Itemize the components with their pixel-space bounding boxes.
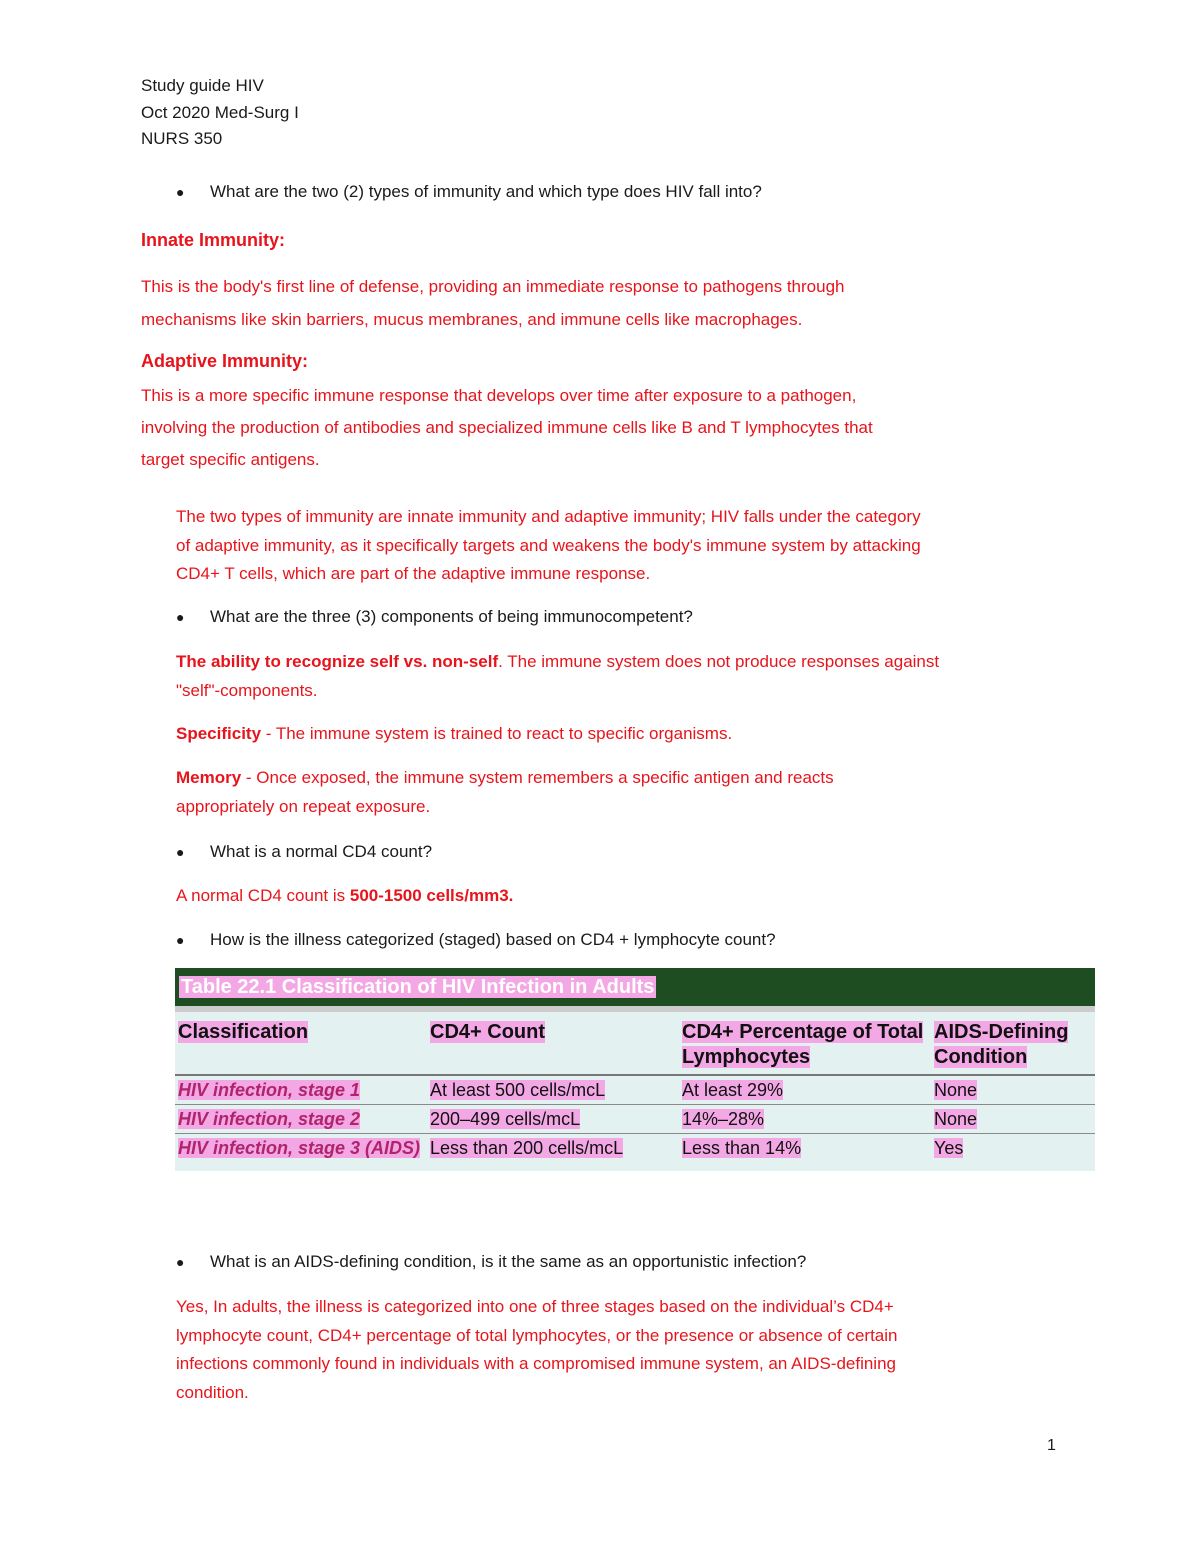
question-4 [176, 929, 776, 951]
answer-line: of adaptive immunity, as it specifically targets and weakens the body's immune system by attacking [176, 535, 921, 555]
table-cell [427, 1105, 679, 1134]
question-3-text: What is a normal CD4 count? [210, 842, 433, 861]
doc-course-code: NURS 350 [141, 129, 223, 148]
table-cell [175, 1105, 427, 1134]
answer-line: Yes, In adults, the illness is categorized into one of three stages based on the individual’s CD4+ [176, 1297, 894, 1316]
question-3 [176, 841, 432, 863]
column-header: Classification [178, 1021, 309, 1043]
column-header: AIDS-Defining Condition [934, 1021, 1069, 1068]
stage-label: HIV infection, stage 3 (AIDS) [178, 1138, 421, 1158]
table-cell [931, 1075, 1095, 1105]
bullet-icon: ● [176, 609, 185, 625]
adaptive-line: target specific antigens. [141, 450, 320, 469]
table-cell [175, 1134, 427, 1172]
adaptive-immunity-text [141, 380, 873, 476]
stage-label: HIV infection, stage 2 [178, 1109, 361, 1129]
cell-value: 14%–28% [682, 1109, 765, 1129]
cell-value: Yes [934, 1138, 964, 1158]
adaptive-line: involving the production of antibodies and specialized immune cells like B and T lymphocytes that [141, 418, 873, 437]
answer-line: infections commonly found in individuals with a compromised immune system, an AIDS-defining [176, 1354, 896, 1373]
table-header-cell [427, 1009, 679, 1075]
answer-line: condition. [176, 1382, 249, 1402]
table-header-cell [175, 1009, 427, 1075]
component-desc: "self"-components. [176, 680, 318, 700]
table-cell [427, 1134, 679, 1172]
component-desc: . The immune system does not produce responses against [498, 652, 940, 671]
cell-value: 200–499 cells/mcL [430, 1109, 581, 1129]
cd4-normal-value: 500-1500 cells/mm3. [349, 886, 514, 905]
hiv-classification-table [175, 968, 1095, 1171]
adaptive-immunity-heading: Adaptive Immunity: [141, 351, 309, 371]
component-desc: - Once exposed, the immune system remembers a specific antigen and reacts [241, 768, 834, 787]
adaptive-line: This is a more specific immune response that develops over time after exposure to a pathogen, [141, 386, 857, 405]
cd4-answer-prefix: A normal CD4 count is [176, 886, 350, 905]
innate-line: This is the body's first line of defense, providing an immediate response to pathogens through [141, 277, 845, 296]
innate-line: mechanisms like skin barriers, mucus membranes, and immune cells like macrophages. [141, 310, 803, 329]
table-row [175, 1075, 1095, 1105]
table-title-cell [175, 968, 1095, 1009]
question-1 [176, 181, 762, 203]
component-desc: - The immune system is trained to react to specific organisms. [261, 724, 733, 743]
stage-label: HIV infection, stage 1 [178, 1080, 361, 1100]
question-2 [176, 606, 693, 628]
answer-line: lymphocyte count, CD4+ percentage of total lymphocytes, or the presence or absence of certain [176, 1325, 898, 1345]
table-header-cell [679, 1009, 931, 1075]
doc-course-date: Oct 2020 Med-Surg I [141, 103, 299, 122]
cell-value: At least 29% [682, 1080, 784, 1100]
innate-immunity-heading: Innate Immunity: [141, 230, 286, 250]
cell-value: None [934, 1080, 978, 1100]
answer-line: The two types of immunity are innate immunity and adaptive immunity; HIV falls under the category [176, 507, 921, 526]
table-row [175, 1134, 1095, 1172]
bullet-icon: ● [176, 844, 185, 860]
question-2-text: What are the three (3) components of being immunocompetent? [210, 607, 693, 626]
cell-value: At least 500 cells/mcL [430, 1080, 606, 1100]
component-term: Memory [176, 768, 242, 787]
immunity-answer [176, 503, 921, 589]
table-title: Table 22.1 Classification of HIV Infection in Adults [181, 976, 655, 998]
table-cell [931, 1134, 1095, 1172]
cell-value: None [934, 1109, 978, 1129]
table-cell [679, 1075, 931, 1105]
page-number: 1 [1047, 1437, 1056, 1454]
component-specificity [176, 720, 732, 749]
question-5 [176, 1251, 806, 1273]
column-header: CD4+ Percentage of Total Lymphocytes [682, 1021, 924, 1068]
innate-immunity-text [141, 270, 845, 336]
table-cell [175, 1075, 427, 1105]
table-title-row [175, 968, 1095, 1009]
aids-defining-answer [176, 1293, 897, 1407]
question-4-text: How is the illness categorized (staged) based on CD4 + lymphocyte count? [210, 930, 776, 949]
table-cell [679, 1105, 931, 1134]
table-cell [679, 1134, 931, 1172]
column-header: CD4+ Count [430, 1021, 545, 1043]
bullet-icon: ● [176, 184, 185, 200]
bullet-icon: ● [176, 1254, 185, 1270]
table-cell [427, 1075, 679, 1105]
question-1-text: What are the two (2) types of immunity and which type does HIV fall into? [210, 182, 762, 201]
bullet-icon: ● [176, 932, 185, 948]
component-memory [176, 764, 834, 821]
component-desc: appropriately on repeat exposure. [176, 796, 431, 816]
answer-line: CD4+ T cells, which are part of the adaptive immune response. [176, 564, 651, 583]
doc-title: Study guide HIV [141, 76, 264, 95]
table-header-cell [931, 1009, 1095, 1075]
table-header-row [175, 1009, 1095, 1075]
table-cell [931, 1105, 1095, 1134]
component-term: The ability to recognize self vs. non-self [176, 652, 499, 671]
question-5-text: What is an AIDS-defining condition, is it the same as an opportunistic infection? [210, 1252, 807, 1271]
component-term: Specificity [176, 724, 262, 743]
cell-value: Less than 200 cells/mcL [430, 1138, 624, 1158]
cd4-answer [176, 882, 513, 911]
component-self-recognition [176, 648, 939, 705]
table-row [175, 1105, 1095, 1134]
cell-value: Less than 14% [682, 1138, 802, 1158]
